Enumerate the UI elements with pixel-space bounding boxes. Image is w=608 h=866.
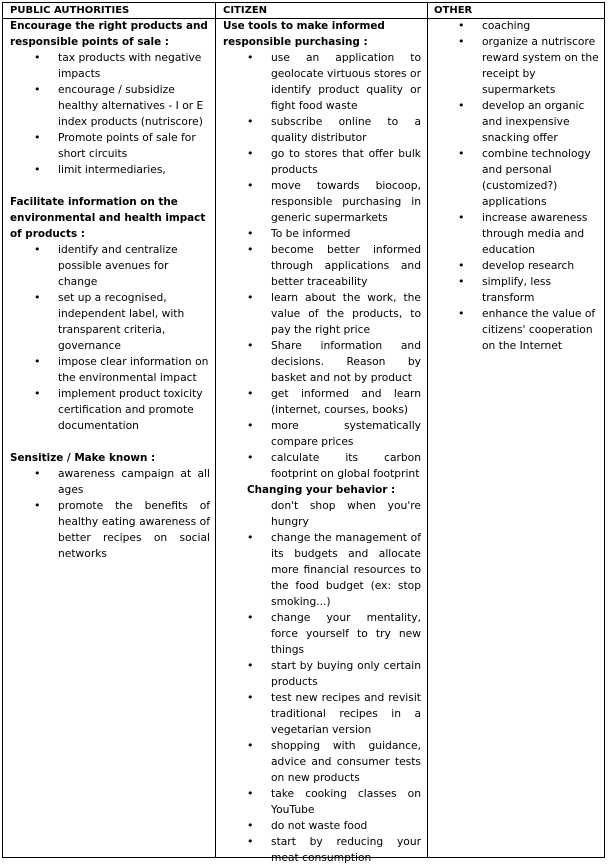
list-item: • coaching (482, 18, 600, 34)
list-item: • develop an organic and inexpensive snacking offer (482, 98, 600, 146)
bullet-list (223, 498, 421, 866)
list-item: • limit intermediaries, (58, 162, 210, 178)
list-item: • promote the benefits of healthy eating awareness of better recipes on social networks (58, 498, 210, 562)
list-item: • test new recipes and revisit traditional recipes in a vegetarian version (271, 690, 421, 738)
list-item: • To be informed (271, 226, 421, 242)
list-item: • tax products with negative impacts (58, 50, 210, 82)
actions-table (2, 2, 605, 864)
list-item: • change the management of its budgets and allocate more financial resources to the food budget (ex: stop smoking...) (271, 530, 421, 610)
list-item: • take cooking classes on YouTube (271, 786, 421, 818)
list-item: • go to stores that offer bulk products (271, 146, 421, 178)
list-item: • enhance the value of citizens' cooperation on the Internet (482, 306, 600, 354)
list-item: • start by reducing your meat consumption (271, 834, 421, 866)
list-item: • combine technology and personal (customized?) applications (482, 146, 600, 210)
bullet-list (10, 50, 210, 178)
header-public-authorities: PUBLIC AUTHORITIES (10, 5, 130, 16)
column-divider (215, 3, 216, 857)
list-item: • more systematically compare prices (271, 418, 421, 450)
list-item: • calculate its carbon footprint on global footprint (271, 450, 421, 482)
section-title: Facilitate information on the environmental and health impact of products : (10, 196, 206, 240)
column-divider (427, 3, 428, 857)
list-item: • awareness campaign at all ages (58, 466, 210, 498)
list-item: • set up a recognised, independent label, with transparent criteria, governance (58, 290, 210, 354)
bullet-list (223, 50, 421, 482)
list-item: • start by buying only certain products (271, 658, 421, 690)
bullet-list (10, 466, 210, 562)
section-title: Use tools to make informed responsible purchasing : (223, 20, 385, 48)
list-item: • use an application to geolocate virtuous stores or identify product quality or fight food waste (271, 50, 421, 114)
header-other: OTHER (434, 5, 473, 16)
section-title: Encourage the right products and responsible points of sale : (10, 20, 208, 48)
public-authorities-column (10, 18, 210, 562)
list-item: • develop research (482, 258, 600, 274)
list-item: • become better informed through applications and better traceability (271, 242, 421, 290)
list-item: • encourage / subsidize healthy alternatives - I or E index products (nutriscore) (58, 82, 210, 130)
list-item: • do not waste food (271, 818, 421, 834)
section-title: Changing your behavior : (247, 484, 396, 496)
list-item: • change your mentality, force yourself to try new things (271, 610, 421, 658)
citizen-column (223, 18, 421, 866)
list-item: • learn about the work, the value of the products, to pay the right price (271, 290, 421, 338)
list-item: • increase awareness through media and education (482, 210, 600, 258)
section-title: Sensitize / Make known : (10, 452, 156, 464)
list-item: • impose clear information on the environmental impact (58, 354, 210, 386)
bullet-list (10, 242, 210, 434)
header-citizen: CITIZEN (223, 5, 268, 16)
list-item: • shopping with guidance, advice and consumer tests on new products (271, 738, 421, 786)
list-item: • Promote points of sale for short circuits (58, 130, 210, 162)
bullet-list (434, 18, 600, 354)
list-item: • get informed and learn (internet, courses, books) (271, 386, 421, 418)
list-item: • identify and centralize possible avenues for change (58, 242, 210, 290)
list-item: • implement product toxicity certification and promote documentation (58, 386, 210, 434)
list-item: don't shop when you're hungry (271, 499, 421, 528)
list-item: • simplify, less transform (482, 274, 600, 306)
other-column (434, 18, 600, 354)
list-item: • Share information and decisions. Reason by basket and not by product (271, 338, 421, 386)
list-item: • subscribe online to a quality distributor (271, 114, 421, 146)
list-item: • move towards biocoop, responsible purchasing in generic supermarkets (271, 178, 421, 226)
list-item: • organize a nutriscore reward system on the receipt by supermarkets (482, 34, 600, 98)
